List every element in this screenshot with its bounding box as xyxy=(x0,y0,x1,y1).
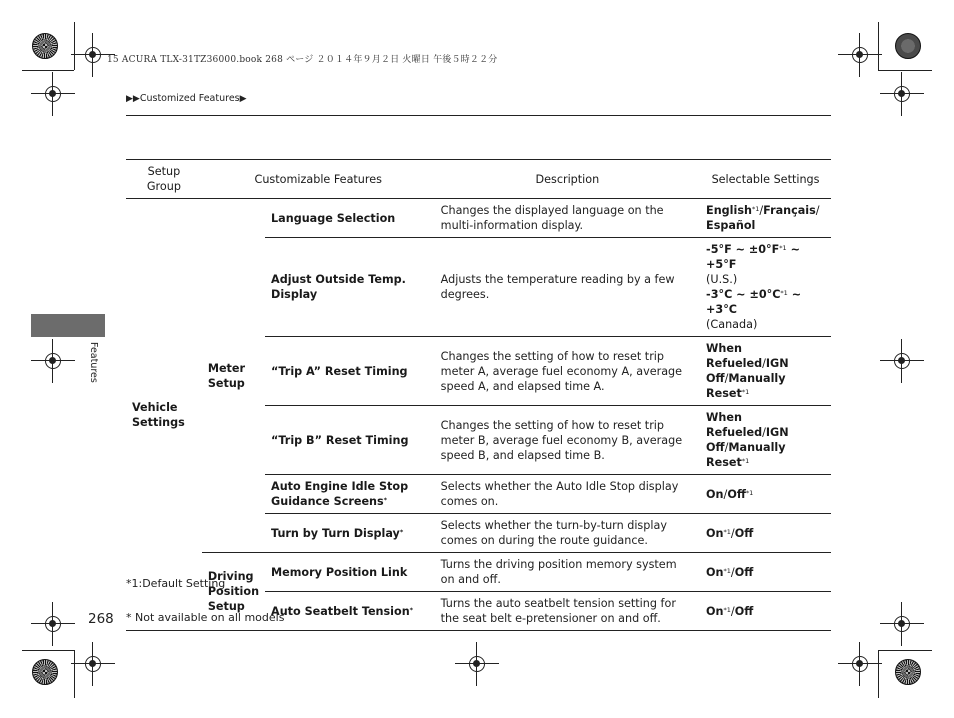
table-row xyxy=(126,553,831,592)
crop-mark xyxy=(22,650,74,651)
selectable-settings: On$^{*1}$/Off xyxy=(700,592,831,631)
print-mark-star-top-right xyxy=(895,33,921,59)
breadcrumb-arrows: ▶▶ xyxy=(126,94,140,104)
crop-mark xyxy=(878,70,932,71)
print-mark-star-top-left xyxy=(32,33,58,59)
registration-mark xyxy=(890,82,914,106)
crop-mark xyxy=(22,70,74,71)
registration-mark xyxy=(890,612,914,636)
registration-mark xyxy=(81,43,105,67)
not-all-models-marker: * xyxy=(399,527,404,536)
crop-mark xyxy=(878,650,932,651)
registration-mark xyxy=(41,612,65,636)
feature-name: Adjust Outside Temp. Display xyxy=(265,238,435,337)
section-side-label: Features xyxy=(88,342,99,383)
setup-group-vehicle-settings: Vehicle Settings xyxy=(126,199,202,631)
feature-name: Memory Position Link xyxy=(265,553,435,592)
registration-mark xyxy=(890,349,914,373)
feature-name: “Trip B” Reset Timing xyxy=(265,406,435,475)
feature-name: Auto Seatbelt Tension* xyxy=(265,592,435,631)
selectable-settings: -5°F ~ $\pm 0^\circ F^{*1}$ ~ +5°F (U.S.) -3°C ~ $\pm 0^\circ C^{*1}$ ~ +3°C (Canada) xyxy=(700,238,831,337)
registration-mark xyxy=(81,652,105,676)
subgroup-driving-position-setup: Driving Position Setup xyxy=(202,553,265,631)
feature-description: Turns the auto seatbelt tension setting for the seat belt e-pretensioner on and off. xyxy=(435,592,700,631)
breadcrumb-link[interactable]: Customized Features xyxy=(139,93,240,104)
feature-name: “Trip A” Reset Timing xyxy=(265,337,435,406)
print-mark-star-bottom-right xyxy=(895,659,921,685)
default-setting-footnote: *1:Default Setting xyxy=(126,577,226,590)
not-all-models-footnote: * Not available on all models xyxy=(126,611,285,624)
customization-table xyxy=(126,159,831,631)
feature-name: Auto Engine Idle Stop Guidance Screens* xyxy=(265,475,435,514)
crop-mark xyxy=(878,22,879,70)
header-description: Description xyxy=(435,160,700,199)
registration-mark xyxy=(41,82,65,106)
crop-mark xyxy=(74,22,75,70)
registration-mark xyxy=(41,349,65,373)
breadcrumb xyxy=(126,93,247,104)
feature-description: Selects whether the turn-by-turn display comes on during the route guidance. xyxy=(435,514,700,553)
selectable-settings: On$^{*1}$/Off xyxy=(700,553,831,592)
header-selectable-settings: Selectable Settings xyxy=(700,160,831,199)
crop-mark xyxy=(878,650,879,698)
registration-mark xyxy=(848,652,872,676)
table-header-row xyxy=(126,160,831,199)
selectable-settings: English$^{*1}$/Français/ Español xyxy=(706,204,820,232)
crop-mark xyxy=(74,650,75,698)
table-row xyxy=(126,199,831,238)
feature-description: Changes the displayed language on the multi-information display. xyxy=(440,204,664,232)
feature-description: Adjusts the temperature reading by a few degrees. xyxy=(435,238,700,337)
print-mark-star-bottom-left xyxy=(32,659,58,685)
selectable-settings: When Refueled/IGN Off/Manually Reset$^{*1}$ xyxy=(700,337,831,406)
selectable-settings: On/Off$^{*1}$ xyxy=(700,475,831,514)
subgroup-meter-setup: Meter Setup xyxy=(207,361,246,390)
selectable-settings: When Refueled/IGN Off/Manually Reset$^{*1}$ xyxy=(700,406,831,475)
not-all-models-marker: * xyxy=(383,496,388,504)
section-tab xyxy=(31,314,105,337)
breadcrumb-trail-arrow: ▶ xyxy=(239,94,247,104)
feature-name: Language Selection xyxy=(271,211,396,225)
registration-mark xyxy=(465,652,489,676)
header-setup-group: Setup Group xyxy=(126,160,202,199)
feature-description: Turns the driving position memory system on and off. xyxy=(435,553,700,592)
header-customizable-features: Customizable Features xyxy=(202,160,435,199)
feature-description: Changes the setting of how to reset trip meter B, average fuel economy B, average speed B, and elapsed time B. xyxy=(435,406,700,475)
selectable-settings: On$^{*1}$/Off xyxy=(700,514,831,553)
print-header: 15 ACURA TLX-31TZ36000.book 268 ページ ２０１４年９月２日 火曜日 午後５時２２分 xyxy=(107,55,498,65)
feature-name: Turn by Turn Display* xyxy=(265,514,435,553)
header-rule xyxy=(126,115,831,116)
feature-description: Selects whether the Auto Idle Stop display comes on. xyxy=(435,475,700,514)
page-number: 268 xyxy=(88,611,114,627)
not-all-models-marker: * xyxy=(409,605,414,614)
feature-description: Changes the setting of how to reset trip meter A, average fuel economy A, average speed A, and elapsed time A. xyxy=(435,337,700,406)
registration-mark xyxy=(848,43,872,67)
